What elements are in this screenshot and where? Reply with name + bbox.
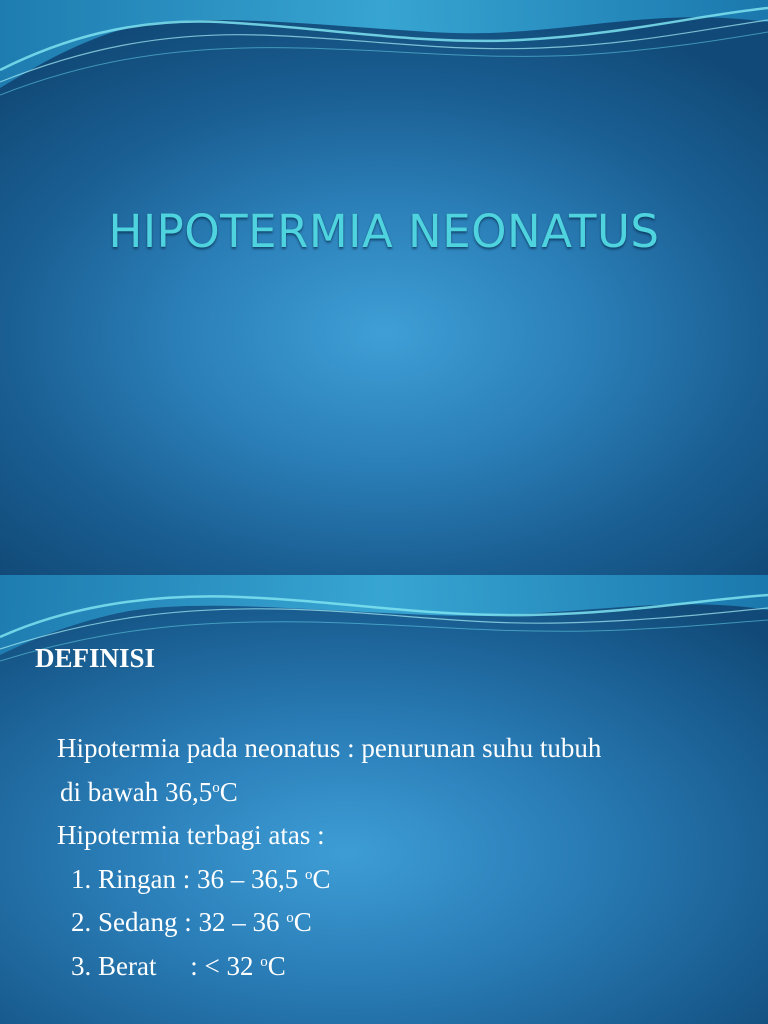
definition-line: di bawah 36,5$^o$C (60, 776, 238, 807)
list-item: 1. Ringan : 36 – 36,5 $^o$C (71, 863, 331, 894)
definition-line: Hipotermia pada neonatus : penurunan suhu tubuh (57, 733, 602, 763)
section-heading: DEFINISI (35, 643, 156, 673)
classification-intro: Hipotermia terbagi atas : (57, 820, 325, 850)
definition-body (57, 727, 601, 988)
list-item: 2. Sedang : 32 – 36 $^o$C (71, 907, 312, 937)
list-item: 3. Berat : < 32 $^o$C (71, 950, 286, 981)
slide-title-text: HIPOTERMIA NEONATUS (108, 205, 660, 258)
wave-decoration (0, 0, 768, 110)
slide-definition (0, 575, 768, 1024)
